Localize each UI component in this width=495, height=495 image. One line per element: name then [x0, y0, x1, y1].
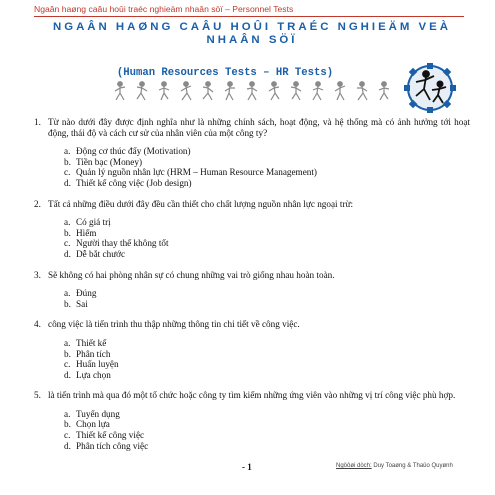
option-label: d. — [64, 440, 71, 451]
option-item — [64, 299, 470, 310]
question-1 — [34, 117, 470, 189]
option-item — [64, 178, 470, 189]
title-line-2: NHAÂN SÖÏ — [206, 34, 298, 46]
question-text: Từ nào dưới đây được định nghĩa như là những chính sách, hoạt động, và hệ thống mà có ảnh hưởng tới hoạt động, thái độ và cách cư sử của nhân viên của một công ty? — [48, 117, 470, 138]
option-item — [64, 146, 470, 157]
figure-icon — [335, 82, 345, 100]
option-item — [64, 157, 470, 168]
option-label: c. — [64, 167, 71, 178]
option-item — [64, 249, 470, 260]
question-text: công việc là tiến trình thu thập những thông tin chi tiết về công việc. — [48, 319, 300, 330]
option-label: b. — [64, 156, 71, 167]
page-number: - 1 — [242, 462, 252, 472]
figure-icon — [379, 82, 389, 100]
translator-names: Duy Toaøng & Thaûo Quyønh — [373, 463, 453, 469]
option-label: c. — [64, 359, 71, 370]
figure-icon — [181, 82, 191, 100]
option-text: Sai — [76, 298, 88, 309]
option-text: Tuyển dụng — [76, 408, 120, 419]
option-label: c. — [64, 430, 71, 441]
question-5 — [34, 390, 470, 451]
figure-icon — [159, 82, 169, 100]
figure-icon — [269, 82, 279, 100]
option-item — [64, 238, 470, 249]
option-item — [64, 167, 470, 178]
question-number: 3. — [34, 269, 41, 280]
option-label: b. — [64, 298, 71, 309]
figure-icon — [313, 82, 323, 100]
options-list — [64, 409, 470, 451]
options-list — [64, 146, 470, 188]
question-4 — [34, 319, 470, 380]
option-text: Chọn lựa — [76, 419, 110, 430]
option-text: Đúng — [76, 288, 97, 299]
figure-icon — [137, 82, 147, 100]
page-title — [34, 21, 470, 47]
question-text: là tiến trình mà qua đó một tổ chức hoặc công ty tìm kiếm những ứng viên vào những vị trí công việc phù hợp. — [48, 390, 456, 401]
question-3 — [34, 270, 470, 310]
option-item — [64, 349, 470, 360]
option-label: d. — [64, 248, 71, 259]
header-rule — [34, 16, 464, 17]
option-item — [64, 430, 470, 441]
option-text: Thiết kế — [76, 337, 107, 348]
figure-icon — [115, 82, 125, 100]
option-label: a. — [64, 146, 71, 157]
options-list — [64, 338, 470, 380]
option-label: d. — [64, 369, 71, 380]
option-item — [64, 217, 470, 228]
option-label: a. — [64, 288, 71, 299]
options-list — [64, 217, 470, 259]
option-text: Lựa chọn — [76, 369, 111, 380]
option-label: b. — [64, 348, 71, 359]
figure-icon — [225, 82, 235, 100]
option-item — [64, 409, 470, 420]
option-text: Thiết kế công việc (Job design) — [76, 177, 192, 188]
option-item — [64, 419, 470, 430]
option-item — [64, 370, 470, 381]
page-subtitle: (Human Resources Tests – HR Tests) — [116, 67, 334, 79]
option-text: Người thay thế không tốt — [76, 238, 169, 249]
running-figures-decoration — [112, 81, 404, 101]
option-text: Phân tích — [76, 348, 111, 359]
translator-label: Ngöôøi dòch: — [336, 463, 372, 469]
option-text: Quản lý nguồn nhân lực (HRM – Human Resource Management) — [76, 167, 317, 178]
figure-icon — [291, 82, 301, 100]
question-2 — [34, 199, 470, 260]
option-item — [64, 228, 470, 239]
hr-logo-icon — [402, 62, 458, 114]
option-text: Thiết kế công việc — [76, 430, 145, 441]
option-label: a. — [64, 217, 71, 228]
option-label: b. — [64, 227, 71, 238]
question-number: 4. — [34, 319, 41, 330]
option-text: Hiếm — [76, 227, 97, 238]
question-text: Tất cả những điều dưới đây đều cần thiết cho chất lượng nguồn nhân lực ngoại trừ: — [48, 198, 354, 209]
option-item — [64, 359, 470, 370]
option-label: a. — [64, 408, 71, 419]
option-text: Động cơ thúc đẩy (Motivation) — [76, 146, 191, 157]
options-list — [64, 288, 470, 309]
translator-credit — [336, 463, 453, 469]
figure-icon — [203, 82, 213, 100]
option-label: a. — [64, 337, 71, 348]
option-label: b. — [64, 419, 71, 430]
figure-icon — [357, 82, 367, 100]
option-label: c. — [64, 238, 71, 249]
option-text: Tiền bạc (Money) — [76, 156, 143, 167]
option-text: Huấn luyện — [76, 359, 119, 370]
option-label: d. — [64, 177, 71, 188]
option-text: Phân tích công việc — [76, 440, 149, 451]
option-item — [64, 288, 470, 299]
option-item — [64, 338, 470, 349]
question-number: 1. — [34, 117, 41, 127]
figure-icon — [247, 82, 257, 100]
question-list — [34, 117, 470, 461]
option-text: Có giá trị — [76, 217, 111, 228]
page-footer — [34, 462, 474, 476]
question-text: Sẽ không có hai phòng nhân sự có chung những vai trò giống nhau hoàn toàn. — [48, 269, 335, 280]
question-number: 2. — [34, 198, 41, 209]
title-line-1: NGAÂN HAØNG CAÂU HOÛI TRAÉC NGHIEÄM VEÀ — [53, 21, 451, 33]
option-text: Dễ bắt chước — [76, 248, 126, 259]
question-number: 5. — [34, 390, 41, 401]
running-header: Ngaân haøng caâu hoûi traéc nghieäm nhaân söï – Personnel Tests — [34, 4, 294, 14]
option-item — [64, 441, 470, 452]
